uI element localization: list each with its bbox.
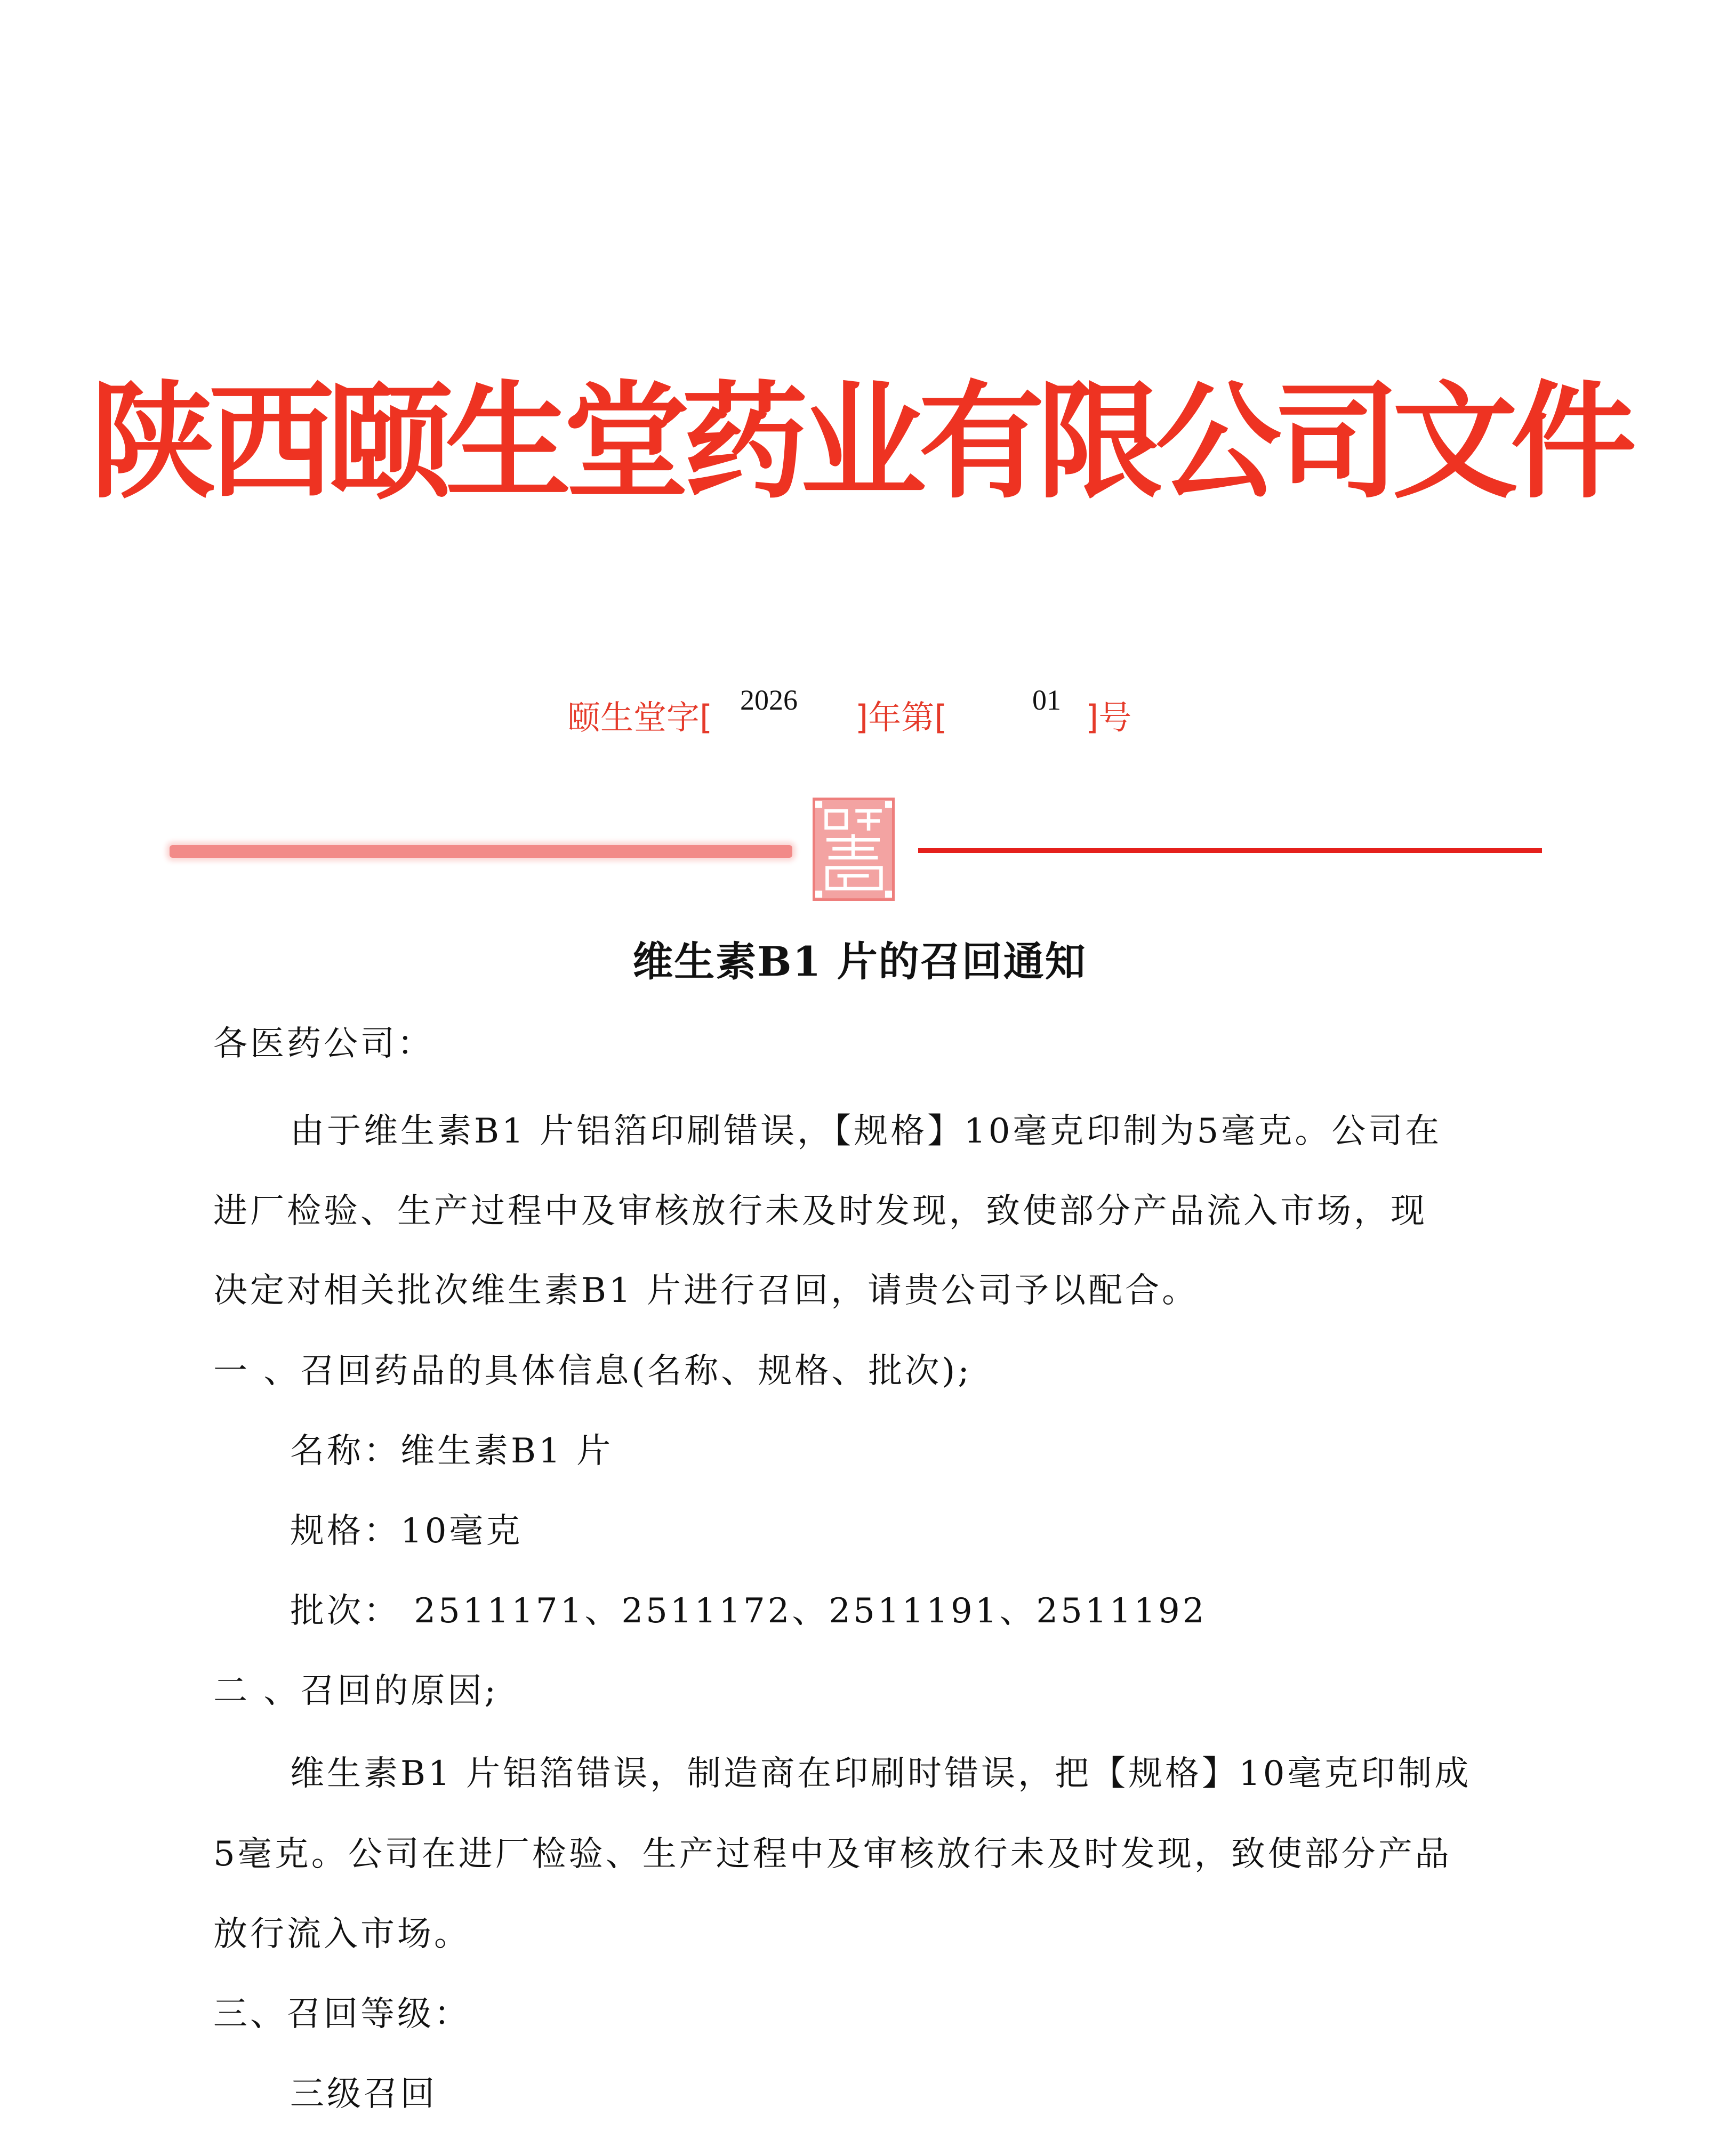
document-header-title: 陕西颐生堂药业有限公司文件 [90,369,1629,516]
reason-line-1: 维生素B1 片铝箔错误，制造商在印刷时错误，把【规格】10毫克印制成 [290,1754,1472,1793]
doc-number-year: 2026 [740,684,798,716]
intro-line-1: 由于维生素B1 片铝箔印刷错误，【规格】10毫克印制为5毫克。公司在 [290,1112,1442,1151]
section-2-heading: 二 、召回的原因; [213,1671,499,1711]
header-rule-left [170,845,792,858]
intro-line-2: 进厂检验、生产过程中及审核放行未及时发现，致使部分产品流入市场，现 [213,1192,1427,1231]
company-seal-stamp [813,798,895,901]
notice-title: 维生素B1 片的召回通知 [632,938,1087,985]
section-1-heading: 一 、召回药品的具体信息(名称、规格、批次); [213,1351,972,1391]
product-name: 名称：维生素B1 片 [290,1431,614,1471]
addressee: 各医药公司： [213,1024,434,1064]
product-batch: 批次： 2511171、2511172、2511191、2511192 [290,1591,1207,1631]
header-rule-right [918,848,1542,853]
section-3-heading: 三、召回等级： [213,1994,471,2034]
doc-number-suffix: ]号 [1086,698,1132,737]
recall-level: 三级召回 [290,2074,437,2114]
reason-line-2: 5毫克。公司在进厂检验、生产过程中及审核放行未及时发现，致使部分产品 [213,1835,1452,1874]
reason-line-3: 放行流入市场。 [213,1914,471,1954]
doc-number-mid: ]年第[ [855,698,947,737]
product-spec: 规格：10毫克 [290,1511,523,1551]
intro-line-3: 决定对相关批次维生素B1 片进行召回，请贵公司予以配合。 [213,1271,1199,1310]
doc-number-prefix: 颐生堂字[ [567,698,713,737]
doc-number-value: 01 [1032,684,1061,716]
